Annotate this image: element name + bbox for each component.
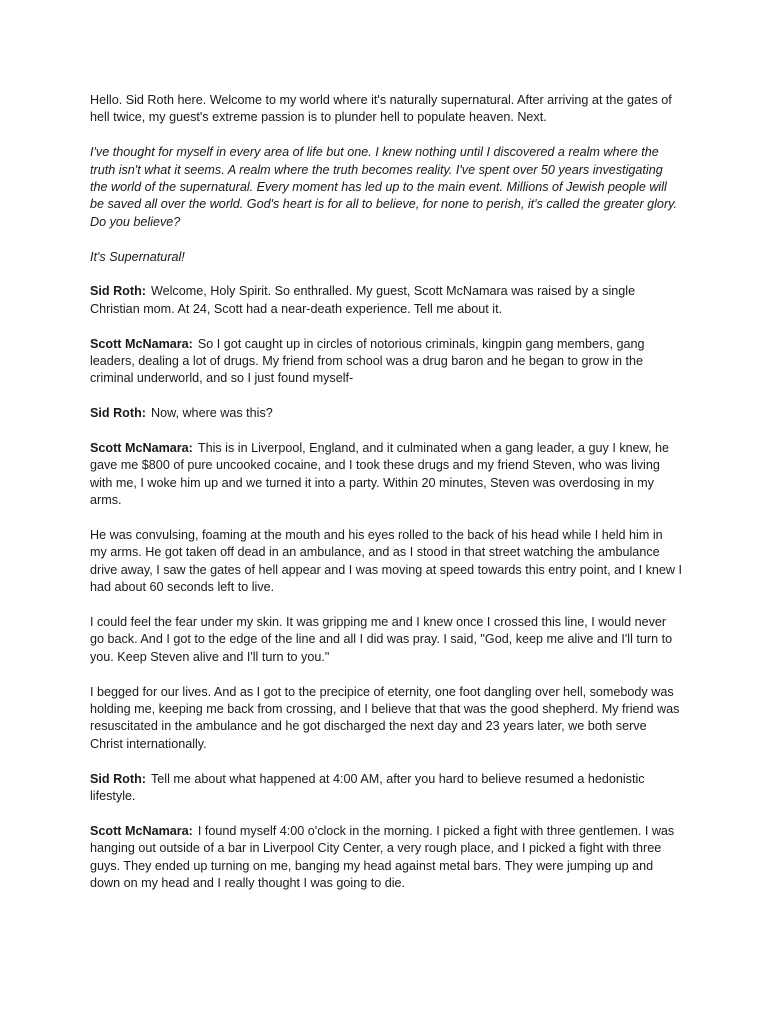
paragraph-text: Now, where was this?	[150, 406, 273, 421]
paragraph-text: I begged for our lives. And as I got to the precipice of eternity, one foot dangling over hell, somebody was holding me, keeping me back from crossing, and I believe that that was the good shepherd. My friend was resuscitated in the ambulance and he got discharged the next day and 23 years later, we both serve Christ internationally.	[90, 684, 680, 751]
speaker-label: Scott McNamara:	[90, 336, 193, 351]
paragraph-text: Hello. Sid Roth here. Welcome to my world where it's naturally supernatural. After arriving at the gates of hell twice, my guest's extreme passion is to plunder hell to populate heaven. Next.	[90, 93, 672, 125]
paragraph-text: Welcome, Holy Spirit. So enthralled. My guest, Scott McNamara was raised by a single Christian mom. At 24, Scott had a near-death experience. Tell me about it.	[90, 284, 636, 316]
paragraph-text: Tell me about what happened at 4:00 AM, after you hard to believe resumed a hedonistic lifestyle.	[90, 771, 645, 804]
paragraph-continuation	[90, 527, 682, 597]
paragraph-text: So I got caught up in circles of notorious criminals, kingpin gang members, gang leaders, dealing a lot of drugs. My friend from school was a drug baron and he began to grow in the criminal underworld, and so I just found myself-	[90, 336, 645, 386]
speaker-label: Scott McNamara:	[90, 441, 193, 456]
paragraph-dialogue	[90, 823, 682, 893]
paragraph-dialogue	[90, 440, 682, 510]
paragraph-continuation	[90, 614, 682, 666]
paragraph-text: I've thought for myself in every area of life but one. I knew nothing until I discovered a realm where the truth isn't what it seems. A realm where the truth becomes reality. I've spent over 50 years investigating the world of the supernatural. Every moment has led up to the main event. Millions of Jewish people will be saved all over the world. God's heart is for all to believe, for none to perish, it's called the greater glory. Do you believe?	[90, 145, 677, 229]
paragraph-text: He was convulsing, foaming at the mouth and his eyes rolled to the back of his head while I held him in my arms. He got taken off dead in an ambulance, and as I stood in that street watching the ambulance drive away, I saw the gates of hell appear and I was moving at speed towards this entry point, and I knew I had about 60 seconds left to live.	[90, 528, 682, 595]
paragraph-dialogue	[90, 336, 682, 388]
paragraph-dialogue	[90, 771, 682, 806]
paragraph-show-title	[90, 249, 682, 266]
paragraph-narration	[90, 144, 682, 231]
paragraph-continuation	[90, 684, 682, 754]
speaker-label: Scott McNamara:	[90, 823, 193, 838]
speaker-label: Sid Roth:	[90, 284, 146, 299]
speaker-label: Sid Roth:	[90, 406, 146, 421]
transcript-page	[90, 92, 682, 910]
paragraph-dialogue	[90, 283, 682, 318]
paragraph-text: I could feel the fear under my skin. It was gripping me and I knew once I crossed this line, I would never go back. And I got to the edge of the line and all I did was pray. I said, "God, keep me alive and I'll turn to you. Keep Steven alive and I'll turn to you."	[90, 615, 673, 664]
paragraph-text: I found myself 4:00 o'clock in the morning. I picked a fight with three gentlemen. I was hanging out outside of a bar in Liverpool City Center, a very rough place, and I picked a fight with three guys. They ended up turning on me, banging my head against metal bars. They were jumping up and down on my head and I really thought I was going to die.	[90, 823, 675, 891]
speaker-label: Sid Roth:	[90, 771, 146, 786]
paragraph-text: It's Supernatural!	[90, 249, 185, 264]
paragraph-text: This is in Liverpool, England, and it culminated when a gang leader, a guy I knew, he gave me $800 of pure uncooked cocaine, and I took these drugs and my friend Steven, who was living with me, I woke him up and we turned it into a party. Within 20 minutes, Steven was overdosing in my arms.	[90, 441, 670, 508]
paragraph-dialogue	[90, 405, 682, 422]
paragraph-intro	[90, 92, 682, 127]
